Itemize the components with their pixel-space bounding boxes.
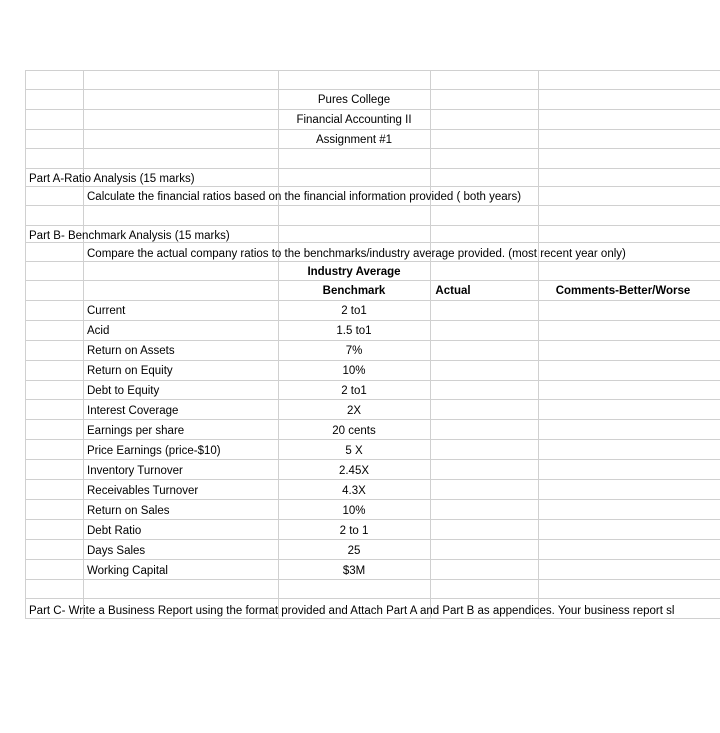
ratio-label: Days Sales bbox=[87, 545, 146, 557]
ratio-row bbox=[0, 461, 720, 481]
ratio-label: Debt Ratio bbox=[87, 525, 142, 537]
ratio-row bbox=[0, 561, 720, 581]
part-b-instruction: Compare the actual company ratios to the benchmarks/industry average provided. (most recent year only) bbox=[87, 248, 626, 260]
ratio-label: Earnings per share bbox=[87, 425, 185, 437]
ratio-label: Return on Equity bbox=[87, 365, 173, 377]
gridline bbox=[25, 148, 720, 149]
course-name: Financial Accounting II bbox=[296, 114, 412, 126]
gridline bbox=[25, 280, 720, 281]
gridline bbox=[25, 129, 720, 130]
ratio-row bbox=[0, 441, 720, 461]
ratio-label: Debt to Equity bbox=[87, 385, 160, 397]
college-name: Pures College bbox=[317, 94, 391, 106]
ratio-row bbox=[0, 521, 720, 541]
ratio-benchmark: 5 X bbox=[345, 445, 363, 457]
ratio-label: Working Capital bbox=[87, 565, 168, 577]
gridline bbox=[25, 261, 720, 262]
part-c-text: Part C- Write a Business Report using the format provided and Attach Part A and Part B as appendices. Your business report sl bbox=[29, 605, 675, 617]
ratio-benchmark: 2.45X bbox=[338, 465, 370, 477]
part-a-instruction: Calculate the financial ratios based on the financial information provided ( both years) bbox=[87, 191, 522, 203]
ratio-label: Interest Coverage bbox=[87, 405, 179, 417]
gridline bbox=[25, 598, 720, 599]
ratio-row bbox=[0, 481, 720, 501]
gridline bbox=[25, 70, 720, 71]
ratio-label: Inventory Turnover bbox=[87, 465, 183, 477]
ratio-row bbox=[0, 341, 720, 361]
gridline bbox=[25, 205, 720, 206]
ratio-label: Current bbox=[87, 305, 126, 317]
ratio-benchmark: 2 to1 bbox=[341, 385, 367, 397]
ratio-row bbox=[0, 381, 720, 401]
ratio-row bbox=[0, 421, 720, 441]
benchmark-column-header: Benchmark bbox=[322, 285, 386, 297]
ratio-row bbox=[0, 321, 720, 341]
ratio-row bbox=[0, 301, 720, 321]
ratio-label: Price Earnings (price-$10) bbox=[87, 445, 221, 457]
comments-column-header: Comments-Better/Worse bbox=[555, 285, 691, 297]
ratio-benchmark: 10% bbox=[342, 365, 366, 377]
ratio-benchmark: 2X bbox=[346, 405, 362, 417]
ratio-benchmark: 1.5 to1 bbox=[336, 325, 372, 337]
ratio-label: Acid bbox=[87, 325, 110, 337]
gridline bbox=[25, 186, 720, 187]
assignment-title: Assignment #1 bbox=[315, 134, 393, 146]
ratio-row bbox=[0, 361, 720, 381]
ratio-benchmark: $3M bbox=[342, 565, 366, 577]
ratio-benchmark: 2 to1 bbox=[341, 305, 367, 317]
ratio-row bbox=[0, 541, 720, 561]
ratio-row bbox=[0, 501, 720, 521]
gridline bbox=[25, 89, 720, 90]
ratio-benchmark: 4.3X bbox=[342, 485, 366, 497]
gridline bbox=[25, 168, 720, 169]
ratio-benchmark: 2 to 1 bbox=[339, 525, 369, 537]
ratio-benchmark: 25 bbox=[347, 545, 361, 557]
gridline bbox=[25, 618, 720, 619]
ratio-label: Receivables Turnover bbox=[87, 485, 199, 497]
part-a-title: Part A-Ratio Analysis (15 marks) bbox=[29, 173, 195, 185]
ratio-label: Return on Sales bbox=[87, 505, 170, 517]
ratio-benchmark: 20 cents bbox=[332, 425, 376, 437]
ratio-row bbox=[0, 401, 720, 421]
ratio-label: Return on Assets bbox=[87, 345, 175, 357]
part-b-title: Part B- Benchmark Analysis (15 marks) bbox=[29, 230, 230, 242]
actual-column-header: Actual bbox=[435, 285, 471, 297]
gridline bbox=[25, 109, 720, 110]
ratio-benchmark: 7% bbox=[345, 345, 363, 357]
ratio-benchmark: 10% bbox=[342, 505, 366, 517]
industry-average-header: Industry Average bbox=[307, 266, 401, 278]
gridline bbox=[25, 225, 720, 226]
